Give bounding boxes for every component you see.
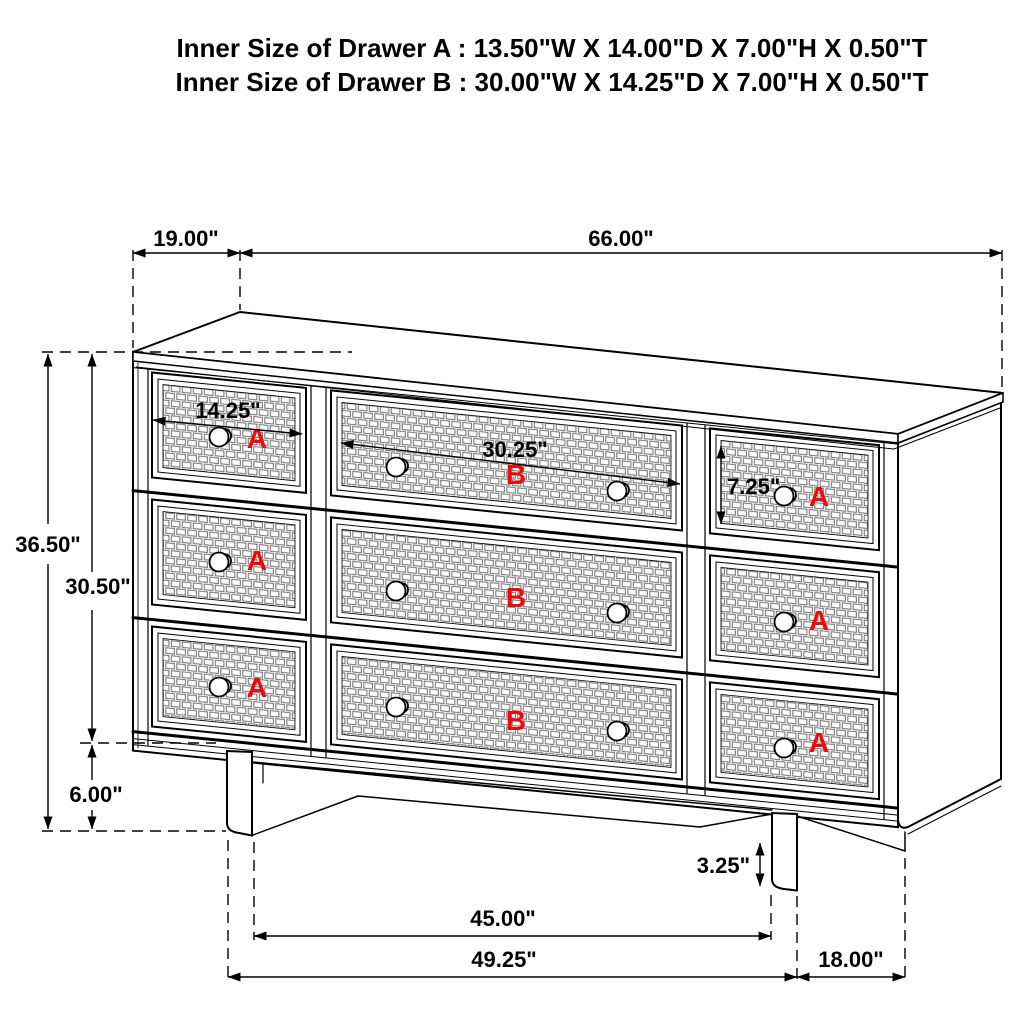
diagram-title-line2: Inner Size of Drawer B : 30.00"W X 14.25"D X 7.00"H X 0.50"T (175, 67, 929, 97)
drawer-label: A (808, 727, 830, 758)
dim-label-top-depth: 19.00" (153, 226, 219, 251)
diagram-title-line1: Inner Size of Drawer A : 13.50"W X 14.00"D X 7.00"H X 0.50"T (176, 33, 928, 63)
dim-label-leg-span-inner: 45.00" (470, 906, 536, 931)
drawer-label: A (246, 672, 268, 703)
left-leg (227, 751, 252, 836)
dim-label-drawer-a-width: 14.25" (195, 398, 261, 423)
drawer-label: A (808, 481, 830, 512)
dim-label-case-height: 30.50" (65, 574, 131, 599)
right-leg (772, 813, 797, 891)
dim-label-drawer-b-width: 30.25" (482, 437, 548, 462)
drawer-label: B (505, 705, 527, 736)
dim-label-side-depth: 18.00" (818, 947, 884, 972)
drawer-label: B (505, 459, 527, 490)
dim-label-base-span-outer: 49.25" (471, 947, 537, 972)
dim-label-base-clearance: 6.00" (69, 782, 123, 807)
right-side-panel (898, 402, 1001, 834)
dim-label-overall-height: 36.50" (15, 532, 81, 557)
diagram-title (175, 33, 928, 97)
drawer-label: B (505, 582, 527, 613)
drawer-label: A (808, 605, 830, 636)
drawer-label: A (246, 545, 268, 576)
drawer-label: A (246, 423, 268, 454)
dim-label-top-width: 66.00" (588, 226, 654, 251)
drawer-a-bottom-right (710, 682, 879, 799)
dim-label-drawer-height: 7.25" (727, 474, 781, 499)
dim-label-foot-height: 3.25" (696, 853, 750, 878)
